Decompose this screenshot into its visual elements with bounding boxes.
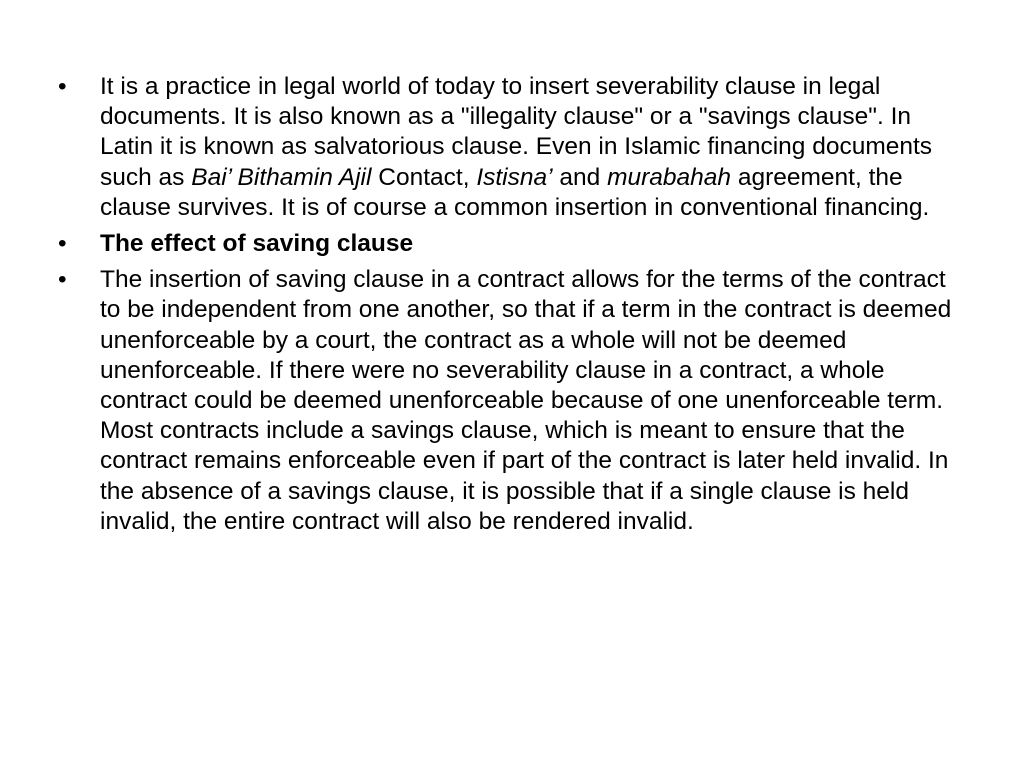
italic-term-istisna: Istisna’ — [476, 163, 553, 191]
text-segment: Contact, — [371, 163, 477, 191]
text-segment: It is a practice in legal world of today to insert severability clause in legal documents. It is also known as a "illegality clause" or a "savings clause". In Latin it is known as salvatorious clause. Even in Islamic financing documents such as — [100, 73, 933, 191]
bullet-item-severability-intro — [58, 72, 968, 223]
bullet-icon: • — [58, 266, 67, 294]
bullet-item-effect-heading — [58, 229, 968, 259]
bullet-item-saving-clause-explanation — [58, 265, 968, 537]
text-segment: agreement, the clause survives. It is of course a common insertion in conventional financing. — [100, 163, 930, 221]
bullet-icon: • — [58, 230, 67, 258]
text-segment: and — [552, 163, 608, 191]
bullet-text — [100, 73, 932, 221]
bullet-text: The insertion of saving clause in a contract allows for the terms of the contract to be independent from one another, so that if a term in the contract is deemed unenforceable by a court, the contract as a whole will not be deemed unenforceable. If there were no severability clause in a contract, a whole contract could be deemed unenforceable because of one unenforceable term. Most contracts include a savings clause, which is meant to ensure that the contract remains enforceable even if part of the contract is later held invalid. In the absence of a savings clause, it is possible that if a single clause is held invalid, the entire contract will also be rendered invalid. — [100, 266, 952, 535]
italic-term-bai-bithamin-ajil: Bai’ Bithamin Ajil — [191, 163, 372, 191]
bullet-heading: The effect of saving clause — [100, 230, 414, 258]
bullet-icon: • — [58, 73, 67, 100]
bullet-list — [58, 72, 968, 543]
italic-term-murabahah: murabahah — [607, 163, 732, 191]
